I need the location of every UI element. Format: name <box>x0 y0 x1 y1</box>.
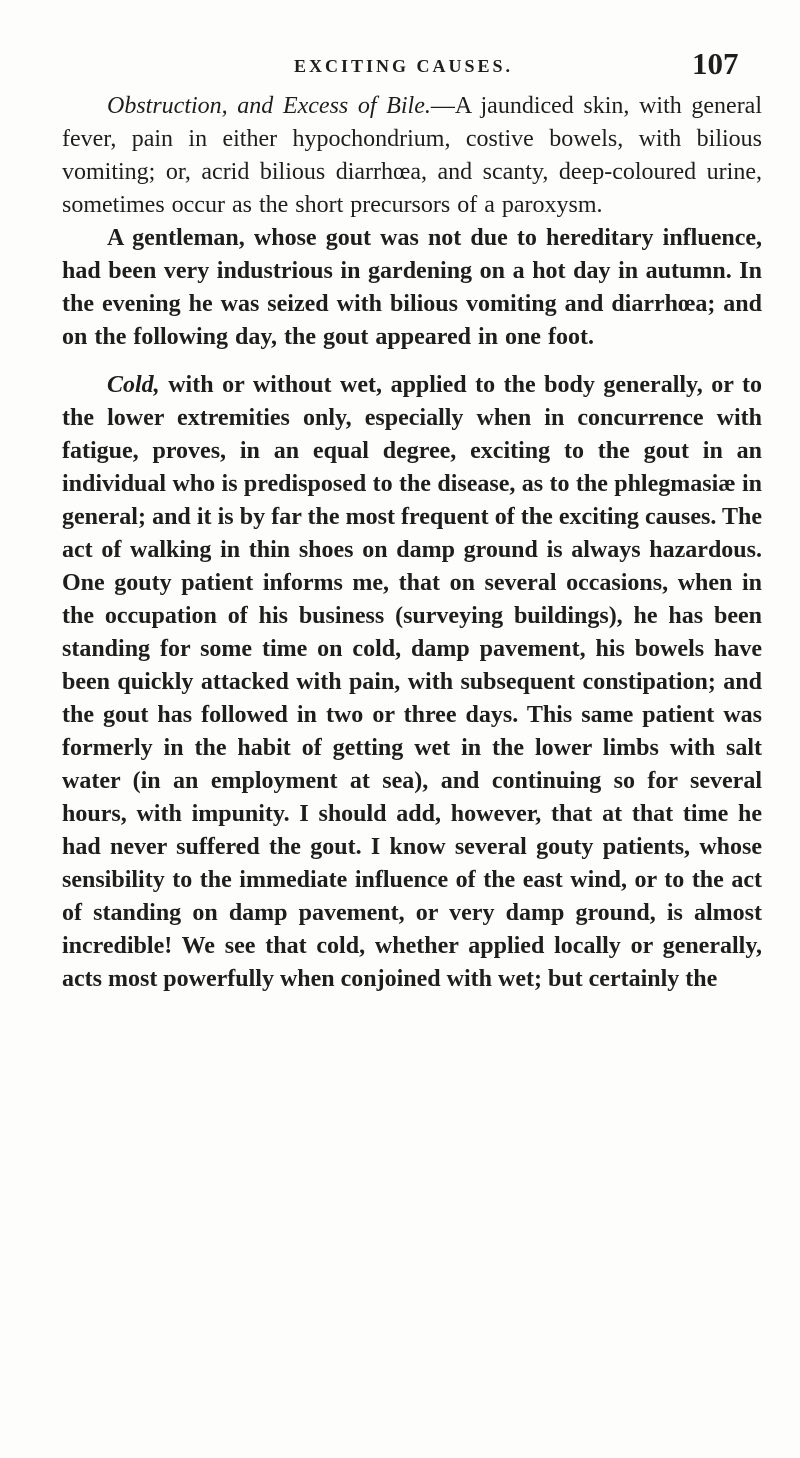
page-number: 107 <box>692 46 739 81</box>
running-head-title: EXCITING CAUSES. <box>294 56 514 76</box>
paragraph-bile-text: —A jaundiced skin, with general fever, pain in either hypochondrium, costive bowels, with bilious vomiting; or, acrid bilious diarrhœa, and scanty, deep-coloured urine, sometimes occur as the short precursors of a paroxysm. <box>62 93 762 218</box>
paragraph-cold-text: with or without wet, applied to the body generally, or to the lower extremities only, especially when in concurrence with fatigue, proves, in an equal degree, exciting to the gout in an individual who is predisposed to the disease, as to the phlegmasiæ in general; and it is by far the most frequent of the exciting causes. The act of walking in thin shoes on damp ground is always hazardous. One gouty patient informs me, that on several occasions, when in the occupation of his business (surveying buildings), he has been standing for some time on cold, damp pavement, his bowels have been quickly attacked with pain, with subsequent constipation; and the gout has followed in two or three days. This same patient was formerly in the habit of getting wet in the lower limbs with salt water (in an employment at sea), and continuing so for several hours, with impunity. I should add, however, that at that time he had never suffered the gout. I know several gouty patients, whose sensibility to the immediate influence of the east wind, or to the act of standing on damp pavement, or very damp ground, is almost incredible! We see that cold, whether applied locally or generally, acts most powerfully when conjoined with wet; but certainly the <box>62 372 762 992</box>
paragraph-gentleman-case <box>62 222 762 354</box>
running-head <box>0 42 800 82</box>
body-text <box>62 90 762 996</box>
paragraph-cold <box>62 369 762 996</box>
paragraph-gentleman-case-text: A gentleman, whose gout was not due to hereditary influence, had been very industrious in gardening on a hot day in autumn. In the evening he was seized with bilious vomiting and diarrhœa; and on the following day, the gout appeared in one foot. <box>62 225 762 350</box>
paragraph-cold-lead: Cold, <box>107 372 160 398</box>
paragraph-bile <box>62 90 762 222</box>
paragraph-bile-lead: Obstruction, and Excess of Bile. <box>107 93 431 119</box>
